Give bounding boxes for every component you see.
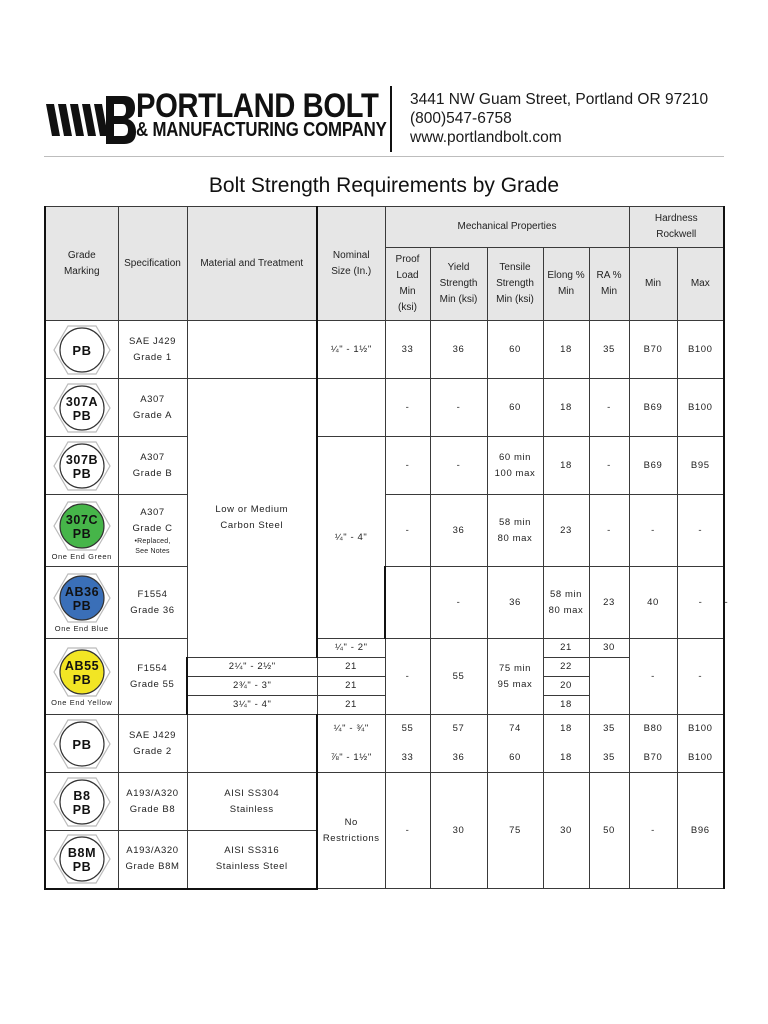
header-material: Material and Treatment <box>187 207 317 321</box>
yield-cell: 55 <box>430 639 487 715</box>
hex-head-blue-icon <box>53 572 111 624</box>
hardness-min-cell: - <box>629 639 677 715</box>
grade-mark-cell <box>45 773 118 831</box>
company-phone: (800)547-6758 <box>410 110 512 127</box>
spec-cell: A307 Grade A <box>118 379 187 437</box>
hex-head-icon <box>53 324 111 376</box>
tensile-cell: 60 <box>487 321 543 379</box>
spec-cell: SAE J429 Grade 2 <box>118 715 187 773</box>
proof-cell: - <box>385 639 430 715</box>
mark-text: PB <box>72 466 92 481</box>
hardness-max-cell: B95 <box>677 437 724 495</box>
ra-cell: 35 <box>589 715 629 744</box>
grade-mark-cell <box>45 639 118 715</box>
tensile-cell: 75 min 95 max <box>487 639 543 715</box>
mark-text: B8 <box>73 788 91 803</box>
size-cell <box>385 567 430 639</box>
size-cell <box>317 379 385 437</box>
proof-cell: 55 <box>385 715 430 744</box>
mark-note: One End Blue <box>54 623 109 633</box>
material-cell <box>187 715 317 773</box>
tensile-cell: 58 min 80 max <box>543 567 589 639</box>
hardness-min-cell: - <box>677 567 724 639</box>
material-cell: AISI SS304 Stainless <box>187 773 317 831</box>
tensile-cell: 60 <box>487 744 543 773</box>
header-elong: Elong % Min <box>543 248 589 321</box>
hardness-min-cell: B69 <box>629 437 677 495</box>
table-row <box>45 715 724 744</box>
company-address: 3441 NW Guam Street, Portland OR 97210 <box>410 91 709 108</box>
header-mechanical-properties: Mechanical Properties <box>385 207 629 248</box>
mark-text: AB36 <box>64 584 99 599</box>
table-row <box>45 379 724 437</box>
proof-cell: 33 <box>385 744 430 773</box>
ra-cell: - <box>589 437 629 495</box>
ra-cell: 40 <box>629 567 677 639</box>
ra-cell: - <box>589 379 629 437</box>
hardness-max-cell: B100 <box>677 379 724 437</box>
tensile-cell: 60 min 100 max <box>487 437 543 495</box>
size-cell: No Restrictions <box>317 773 385 889</box>
ra-cell: 20 <box>543 677 589 696</box>
size-cell: ⅞" - 1½" <box>317 744 385 773</box>
table-row <box>45 773 724 831</box>
spec-cell: F1554 Grade 55 <box>118 639 187 715</box>
yield-cell: 36 <box>430 321 487 379</box>
elong-cell: 21 <box>543 639 589 658</box>
proof-cell: 33 <box>385 321 430 379</box>
hardness-min-cell: B80 <box>629 715 677 744</box>
ra-cell: 30 <box>589 639 629 658</box>
hex-head-icon <box>53 718 111 770</box>
spec-note: •Replaced, <box>134 537 171 545</box>
mark-text: PB <box>72 526 92 541</box>
hardness-min-cell: B70 <box>629 744 677 773</box>
tensile-cell: 58 min 80 max <box>487 495 543 567</box>
hardness-min-cell: - <box>629 773 677 889</box>
ra-cell: - <box>589 495 629 567</box>
mark-text: 307B <box>65 452 98 467</box>
tensile-cell: 60 <box>487 379 543 437</box>
material-cell: AISI SS316 Stainless Steel <box>187 831 317 889</box>
hex-head-green-icon <box>53 500 111 552</box>
header-proof-load: Proof Load Min (ksi) <box>385 248 430 321</box>
proof-cell: - <box>385 495 430 567</box>
yield-cell: 57 <box>430 715 487 744</box>
proof-cell: - <box>430 567 487 639</box>
mark-text: AB55 <box>64 658 99 673</box>
yield-cell: - <box>430 437 487 495</box>
material-cell <box>187 321 317 379</box>
header-nominal-size: Nominal Size (In.) <box>317 207 385 321</box>
header-ra: RA % Min <box>589 248 629 321</box>
mark-text: PB <box>72 408 92 423</box>
company-name: PORTLAND BOLT <box>136 87 379 125</box>
elong-cell: 21 <box>317 658 385 677</box>
hardness-min-cell: - <box>629 495 677 567</box>
hardness-min-cell: B69 <box>629 379 677 437</box>
size-cell: 2¼" - 2½" <box>187 658 317 677</box>
ra-cell: 35 <box>589 321 629 379</box>
hardness-min-cell: B70 <box>629 321 677 379</box>
header-hardness-max: Max <box>677 248 724 321</box>
tensile-cell: 75 <box>487 773 543 889</box>
ra-cell: 50 <box>589 773 629 889</box>
header-hardness-min: Min <box>629 248 677 321</box>
header-yield-strength: Yield Strength Min (ksi) <box>430 248 487 321</box>
elong-cell: 23 <box>589 567 629 639</box>
spec-cell: F1554 Grade 36 <box>118 567 187 639</box>
table-row <box>45 321 724 379</box>
mark-text: PB <box>72 342 92 358</box>
elong-cell: 21 <box>317 677 385 696</box>
mark-text: PB <box>72 802 92 817</box>
mark-text: PB <box>72 672 92 687</box>
spec-cell: A193/A320 Grade B8M <box>118 831 187 889</box>
elong-cell: 30 <box>543 773 589 889</box>
grade-mark-cell <box>45 321 118 379</box>
elong-cell: 18 <box>543 715 589 744</box>
ra-cell: 22 <box>543 658 589 677</box>
header-grade-marking: Grade Marking <box>45 207 118 321</box>
size-cell: ¼" - ¾" <box>317 715 385 744</box>
elong-cell: 18 <box>543 744 589 773</box>
grade-mark-cell <box>45 437 118 495</box>
yield-cell: - <box>430 379 487 437</box>
elong-cell: 18 <box>543 437 589 495</box>
mark-text: 307C <box>65 512 98 527</box>
yield-cell: 30 <box>430 773 487 889</box>
size-cell: 3¼" - 4" <box>187 696 317 715</box>
hex-head-icon <box>53 440 111 492</box>
grade-mark-cell <box>45 567 118 639</box>
grade-mark-cell <box>45 715 118 773</box>
size-cell: ¼" - 1½" <box>317 321 385 379</box>
spec-cell: SAE J429 Grade 1 <box>118 321 187 379</box>
table-row: AB36 PB One End Blue F1554 Grade 36 - 36 58 min 80 max 23 40 - - <box>45 567 724 639</box>
hex-head-icon <box>53 776 111 828</box>
contact-info <box>410 90 708 147</box>
hardness-max-cell: B100 <box>677 744 724 773</box>
bolt-logo-icon <box>44 94 136 146</box>
elong-cell: 21 <box>317 696 385 715</box>
yield-cell: 36 <box>430 495 487 567</box>
elong-cell: 18 <box>543 321 589 379</box>
size-cell: ¼" - 4" <box>317 437 385 639</box>
company-website[interactable]: www.portlandbolt.com <box>410 129 562 146</box>
spec-note: See Notes <box>135 547 170 555</box>
proof-cell: - <box>385 379 430 437</box>
header-rule <box>44 156 724 157</box>
proof-cell: - <box>385 773 430 889</box>
yield-cell: 36 <box>487 567 543 639</box>
page-title: Bolt Strength Requirements by Grade <box>208 174 560 197</box>
company-subname: & MANUFACTURING COMPANY <box>136 119 387 141</box>
hardness-max-cell: B100 <box>677 321 724 379</box>
tensile-cell: 74 <box>487 715 543 744</box>
mark-text: PB <box>72 598 92 613</box>
hardness-max-cell: - <box>677 495 724 567</box>
table-row <box>45 437 724 495</box>
mark-text: 307A <box>65 394 98 409</box>
grade-mark-cell <box>45 379 118 437</box>
ra-cell: 35 <box>589 744 629 773</box>
strength-table <box>44 206 729 890</box>
hardness-max-cell: B96 <box>677 773 724 889</box>
spec-cell: A307 Grade B <box>118 437 187 495</box>
mark-note: One End Green <box>51 551 112 561</box>
mark-text: B8M <box>67 846 96 861</box>
header-specification: Specification <box>118 207 187 321</box>
proof-cell: - <box>385 437 430 495</box>
yield-cell: 36 <box>430 744 487 773</box>
hex-head-icon <box>53 382 111 434</box>
header-hardness: Hardness Rockwell <box>629 207 724 248</box>
mark-text: PB <box>72 860 92 875</box>
hex-head-yellow-icon <box>53 646 111 698</box>
mark-note: One End Yellow <box>51 697 113 707</box>
table-row <box>45 495 724 567</box>
letterhead <box>44 86 724 152</box>
hardness-max-cell: B100 <box>677 715 724 744</box>
header-tensile-strength: Tensile Strength Min (ksi) <box>487 248 543 321</box>
size-cell: ¼" - 2" <box>317 639 385 658</box>
material-cell: Low or Medium Carbon Steel <box>187 379 317 658</box>
elong-cell: 18 <box>543 379 589 437</box>
header-divider <box>390 86 392 152</box>
table-row <box>45 639 724 658</box>
hex-head-icon <box>53 833 111 885</box>
size-cell: 2¾" - 3" <box>187 677 317 696</box>
grade-mark-cell <box>45 495 118 567</box>
mark-text: PB <box>72 736 92 752</box>
spec-cell: A193/A320 Grade B8 <box>118 773 187 831</box>
grade-mark-cell <box>45 831 118 889</box>
elong-cell: 23 <box>543 495 589 567</box>
spec-cell: A307 Grade C •Replaced, See Notes <box>118 495 187 567</box>
ra-cell: 18 <box>543 696 589 715</box>
hardness-max-cell: - <box>677 639 724 715</box>
